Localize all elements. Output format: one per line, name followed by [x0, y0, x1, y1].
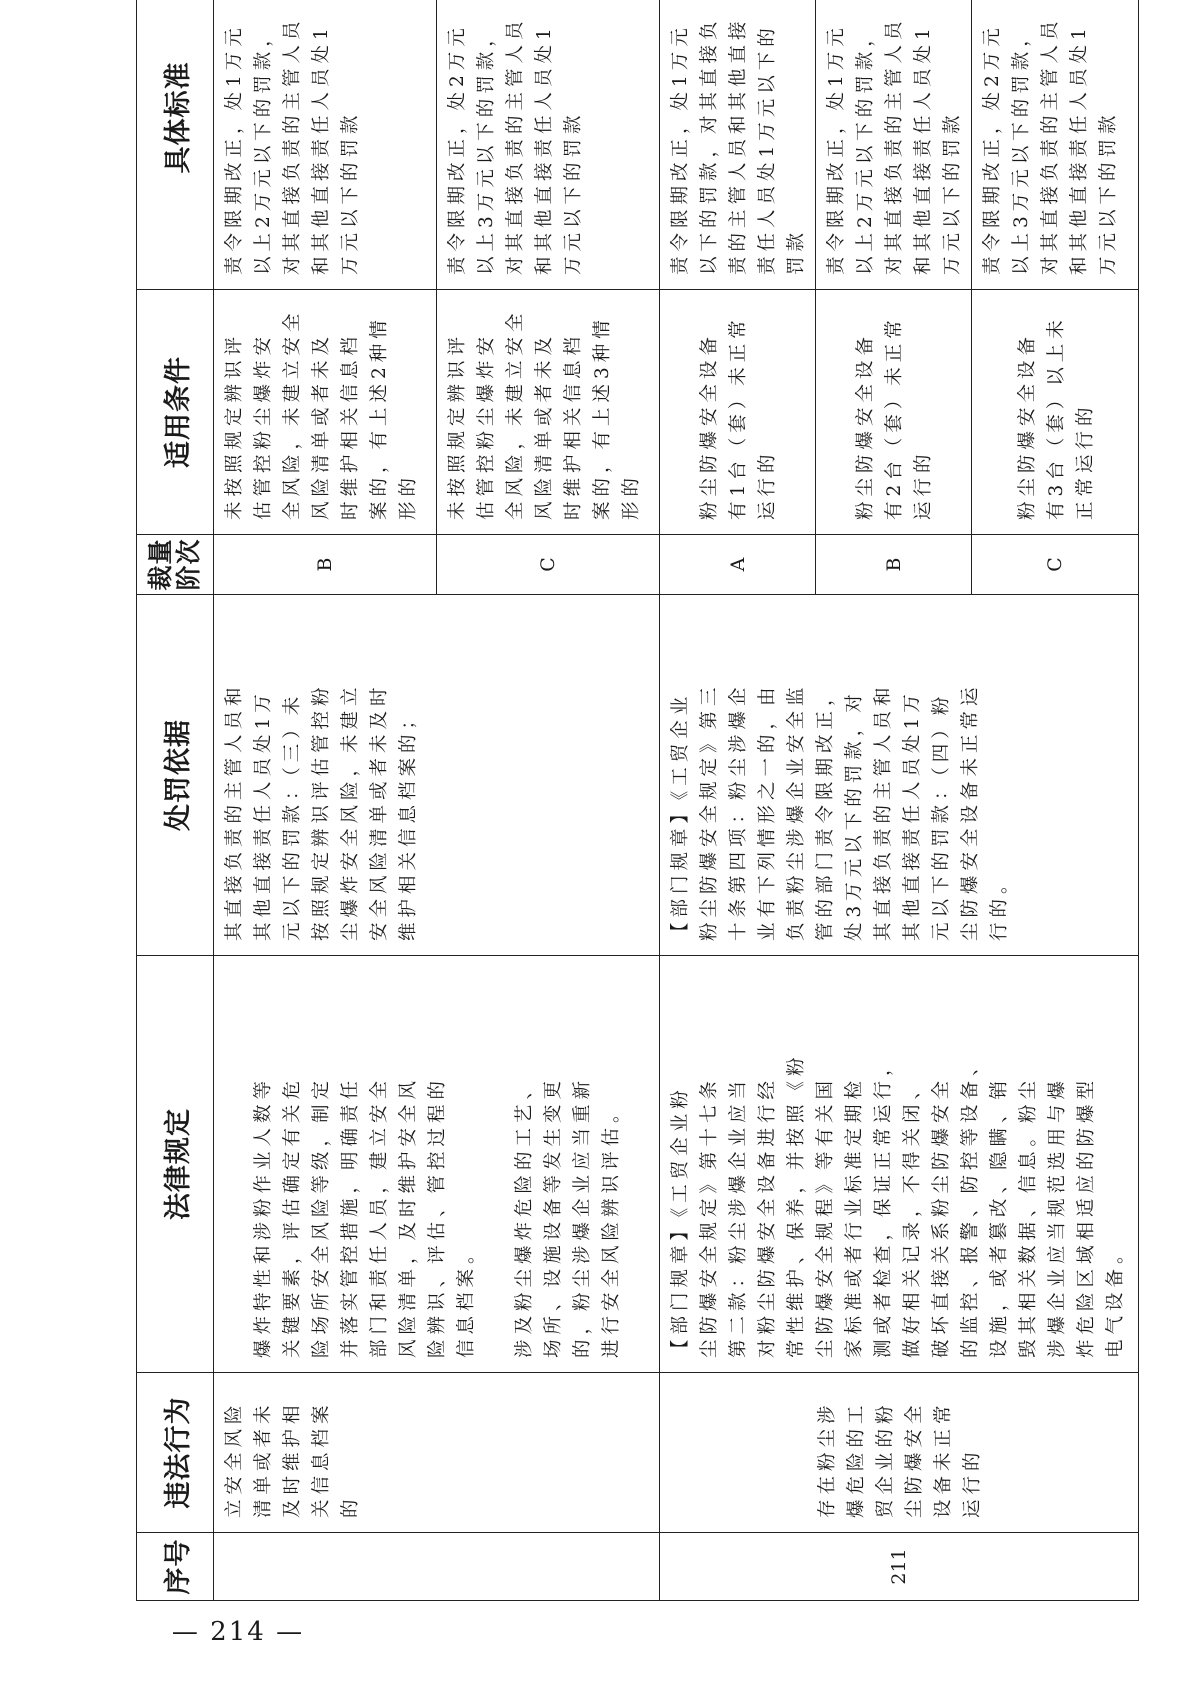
header-act: 违法行为	[137, 1373, 214, 1533]
header-basis: 处罚依据	[137, 595, 214, 956]
seq-cell-continued	[214, 1533, 660, 1601]
std-cell: 责令限期改正，处2万元 以上3万元以下的罚款， 对其直接负责的主管人员 和其他直接责任人员处1 万元以下的罚款	[437, 0, 660, 290]
rotated-table-sheet	[136, 16, 1126, 1601]
level-cell: C	[437, 535, 660, 595]
seq-cell: 211	[660, 1533, 1139, 1601]
cond-cell: 未按照规定辨识评 估管控粉尘爆炸安 全风险，未建立安全 风险清单或者未及 时维护相关信息档 案的，有上述2种情 形的	[214, 290, 437, 535]
level-cell: B	[816, 535, 972, 595]
std-cell: 责令限期改正，处2万元 以上3万元以下的罚款， 对其直接负责的主管人员 和其他直接责任人员处1 万元以下的罚款	[972, 0, 1139, 290]
level-cell: B	[214, 535, 437, 595]
std-cell: 责令限期改正，处1万元 以上2万元以下的罚款， 对其直接负责的主管人员 和其他直接责任人员处1 万元以下的罚款	[214, 0, 437, 290]
std-cell: 责令限期改正，处1万元 以上2万元以下的罚款， 对其直接负责的主管人员 和其他直接责任人员处1 万元以下的罚款	[816, 0, 972, 290]
basis-cell: 其直接负责的主管人员和 其他直接责任人员处1万 元以下的罚款：（三）未 按照规定辨识评估管控粉 尘爆炸安全风险，未建立 安全风险清单或者未及时 维护相关信息档案的；	[214, 595, 660, 956]
penalty-standards-table	[136, 0, 1139, 1601]
header-seq: 序号	[137, 1533, 214, 1601]
act-cell: 存在粉尘涉 爆危险的工 贸企业的粉 尘防爆安全 设备未正常 运行的	[660, 1373, 1139, 1533]
cond-cell: 粉尘防爆安全设备 有3台（套）以上未 正常运行的	[972, 290, 1139, 535]
header-level: 裁量阶次	[137, 535, 214, 595]
law-cell	[214, 956, 660, 1373]
header-cond: 适用条件	[137, 290, 214, 535]
header-law: 法律规定	[137, 956, 214, 1373]
header-std: 具体标准	[137, 0, 214, 290]
cond-cell: 粉尘防爆安全设备 有1台（套）未正常 运行的	[660, 290, 816, 535]
rotation-frame	[136, 16, 1126, 1601]
law-paragraph: 爆炸特性和涉粉作业人数等 关键要素，评估确定有关危 险场所安全风险等级，制定 并落实管控措施，明确责任 部门和责任人员，建立安全 风险清单，及时维护安全风 险辨识、评估、管控过程的 信息档案。	[253, 1075, 477, 1358]
table-header-row	[137, 0, 214, 1601]
basis-cell: 【部门规章】《工贸企业 粉尘防爆安全规定》第三 十条第四项：粉尘涉爆企 业有下列情形之一的，由 负责粉尘涉爆企业安全监 管的部门责令限期改正， 处3万元以下的罚款，对 其直接负责的主管人员和 其他直接责任人员处1万 元以下的罚款：（四）粉 尘防爆安全设备未正常运 行的。	[660, 595, 1139, 956]
table-row	[660, 0, 816, 1601]
level-cell: C	[972, 535, 1139, 595]
act-cell: 立安全风险 清单或者未 及时维护相 关信息档案 的	[214, 1373, 660, 1533]
cond-cell: 未按照规定辨识评 估管控粉尘爆炸安 全风险，未建立安全 风险清单或者未及 时维护相关信息档 案的，有上述3种情 形的	[437, 290, 660, 535]
law-cell: 【部门规章】《工贸企业粉 尘防爆安全规定》第十七条 第二款：粉尘涉爆企业应当 对粉尘防爆安全设备进行经 常性维护、保养，并按照《粉 尘防爆安全规程》等有关国 家标准或者行业标准定期检 测或者检查，保证正常运行， 做好相关记录，不得关闭、 破坏直接关系粉尘防爆安全 的监控、报警、防控等设备、 设施，或者篡改、隐瞒、销 毁其相关数据、信息。粉尘 涉爆企业应当规范选用与爆 炸危险区域相适应的防爆型 电气设备。	[660, 956, 1139, 1373]
table-row	[214, 0, 437, 1601]
page-number: — 214 —	[171, 1617, 305, 1647]
law-paragraph: 涉及粉尘爆炸危险的工艺、 场所、设施设备等发生变更 的，粉尘涉爆企业应当重新 进行安全风险辨识评估。	[514, 1075, 622, 1358]
cond-cell: 粉尘防爆安全设备 有2台（套）未正常 运行的	[816, 290, 972, 535]
std-cell: 责令限期改正，处1万元 以下的罚款，对其直接负 责的主管人员和其他直接 责任人员处1万元以下的 罚款	[660, 0, 816, 290]
level-cell: A	[660, 535, 816, 595]
